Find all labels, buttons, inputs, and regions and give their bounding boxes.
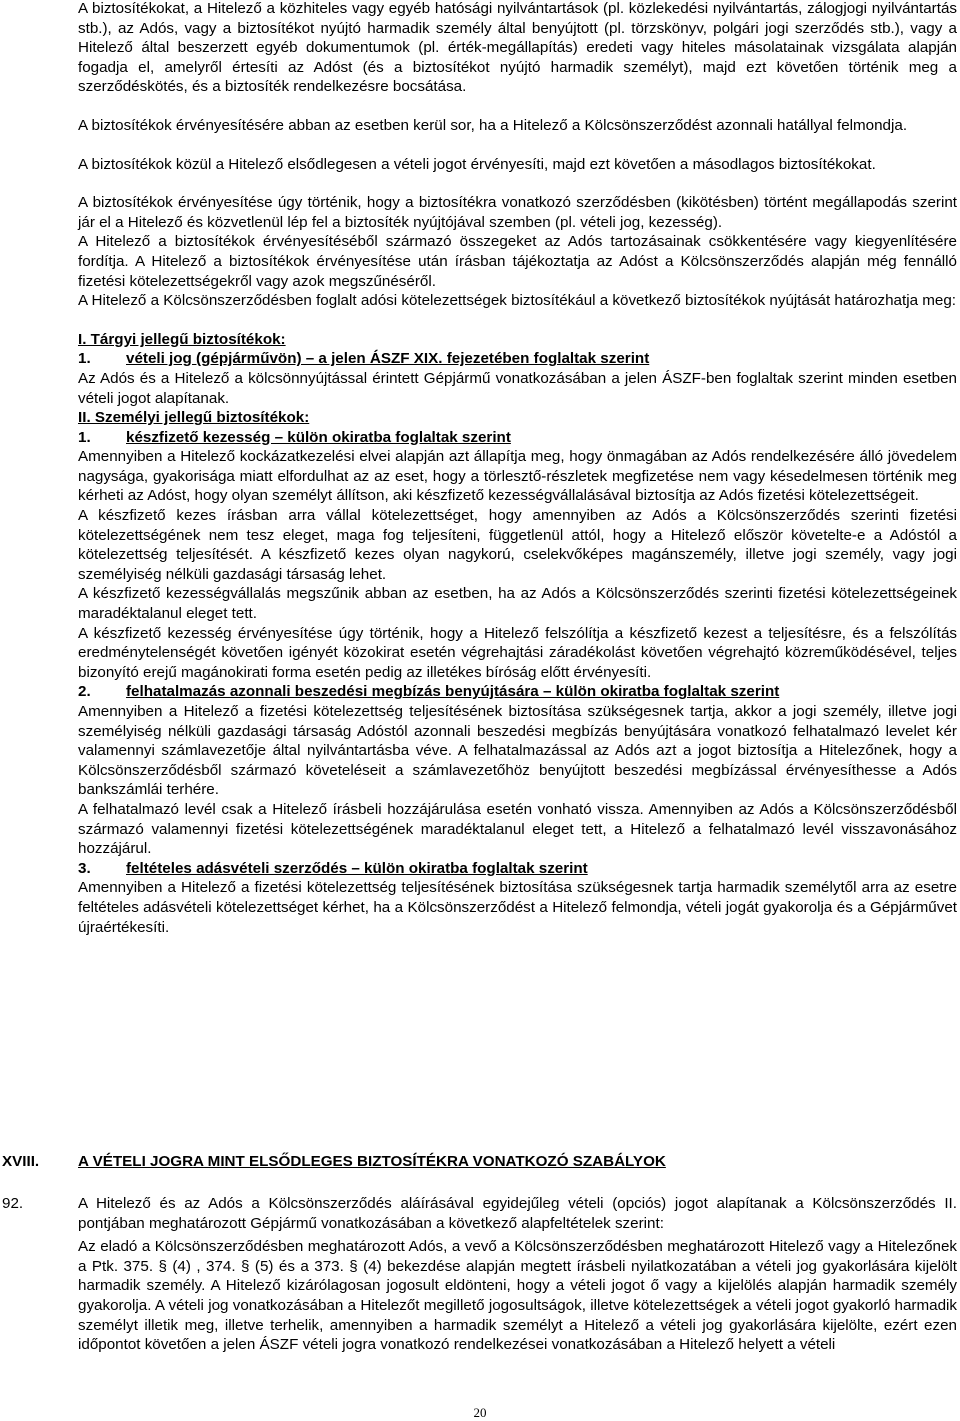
heading-number: 3. bbox=[78, 859, 91, 877]
heading-text: vételi jog (gépjárművön) – a jelen ÁSZF XIX. fejezetében foglaltak szerint bbox=[126, 350, 650, 368]
paragraph-direct-debit-2: A felhatalmazó levél csak a Hitelező írásbeli hozzájárulása esetén vonható vissza. Amennyiben az Adós a Kölcsönszerződésből származó valamennyi fizetési kötelezettségének maradéktalanul eleget tett, a Hitelező a felhatalmazó levél visszavonásához hozzájárul. bbox=[78, 800, 957, 858]
heading-conditional-sale bbox=[78, 859, 957, 879]
paragraph-surety-4: A készfizető kezesség érvényesítése úgy történik, hogy a Hitelező felszólítja a készfizető kezest a teljesítésre, és a felszólítás eredménytelenségét követően igényét közokirat esetén végrehajtási záradékolást követően végrehajtó közreműködésével, teljes bizonyító erejű magánokirati forma esetén pedig az illetékes bíróság előtt érvényesíti. bbox=[78, 624, 957, 681]
paragraph-collateral-acceptance: A biztosítékokat, a Hitelező a közhiteles vagy egyéb hatósági nyilvántartások (pl. közlekedési nyilvántartás, zálogjogi nyilvántartás stb.), az Adós, vagy a biztosítékot nyújtó harmadik személy által benyújtott (pl. törzskönyv, polgári jogi szerződés stb.), vagy a Hitelező által beszerzett egyéb dokumentumok (pl. érték-megállapítás) eredeti vagy hiteles másolatainak vizsgálata alapján fogadja el, amelyről értesíti az Adóst (és a biztosítékot nyújtó harmadik személyt), majd ezt követően történik meg a szerződéskötés, és a biztosíték rendelkezésre bocsátása. bbox=[78, 0, 957, 96]
document-body bbox=[78, 0, 957, 937]
heading-purchase-option bbox=[78, 349, 957, 369]
paragraph-conditional-sale: Amennyiben a Hitelező a fizetési kötelezettség teljesítésének biztosítása szükségesnek tartja harmadik személytől arra az esetre feltételes adásvételi kötelezettséget kérhet, ha a Kölcsönszerződést a Hitelező felmondja, vételi jogát gyakorolja és a Gépjárművet újraértékesíti. bbox=[78, 879, 957, 936]
heading-text: feltételes adásvételi szerződés – külön okiratba foglaltak szerint bbox=[126, 859, 588, 877]
heading-surety bbox=[78, 428, 957, 448]
heading-text: készfizető kezesség – külön okiratba foglaltak szerint bbox=[126, 428, 511, 446]
paragraph-item-92-1: A Hitelező és az Adós a Kölcsönszerződés aláírásával egyidejűleg vételi (opciós) jogot alapítanak a Kölcsönszerződés II. pontjában meghatározott Gépjármű vonatkozásában a következő alapfeltételek szerint: bbox=[78, 1195, 957, 1232]
paragraph-collateral-list-intro: A Hitelező a Kölcsönszerződésben foglalt adósi kötelezettségek biztosítékául a következő biztosítékok nyújtását határozhatja meg: bbox=[78, 292, 957, 310]
paragraph-item-92-2: Az eladó a Kölcsönszerződésben meghatározott Adós, a vevő a Kölcsönszerződésben meghatározott Hitelező vagy a Hitelezőnek a Ptk. 375. § (4) , 374. § (5) és a 373. § (4) bekezdése alapján megtett írásbeli nyilatkozatában a vételi jog gyakorlására kijelölt harmadik személy. A Hitelező kizárólagosan jogosult eldönteni, hogy a vételi jogot ő vagy a kijelölés alapján harmadik személy gyakorolja. A vételi jog vonatkozásában a Hitelezőt megillető jogosultságok, illetve kötelezettségek a vételi jogot gyakorló harmadik személyt illetik meg, illetve terhelik, amennyiben a harmadik személyt a Hitelező a vételi jog gyakorlására kijelölte, ezért ezen időpontot követően a jelen ÁSZF vételi jogra vonatkozó rendelkezései vonatkozásában a Hitelező helyett a vételi bbox=[78, 1238, 957, 1354]
paragraph-purchase-option: Az Adós és a Hitelező a kölcsönnyújtással érintett Gépjármű vonatkozásában a jelen ÁSZF-ben foglaltak szerint minden esetben vételi jogot alapítanak. bbox=[78, 369, 957, 407]
paragraph-collateral-enforcement-method: A biztosítékok érvényesítése úgy történik, hogy a biztosítékra vonatkozó szerződésben (kikötésben) történt megállapodás szerint jár el a Hitelező és közvetlenül lép fel a biztosíték nyújtójával szemben (pl. vételi jog, kezesség). bbox=[78, 194, 957, 231]
paragraph-collateral-proceeds: A Hitelező a biztosítékok érvényesítéséből származó összegeket az Adós tartozásainak csökkentésére vagy kiegyenlítésére fordítja. A Hitelező a biztosítékok érvényesítése után írásban tájékoztatja az Adóst a Kölcsönszerződés alapján még fennálló fizetési kötelezettségekről vagy azok megszűnéséről. bbox=[78, 233, 957, 290]
paragraph-collateral-enforcement-condition: A biztosítékok érvényesítésére abban az esetben kerül sor, ha a Hitelező a Kölcsönszerződést azonnali hatállyal felmondja. bbox=[78, 116, 908, 134]
page-number: 20 bbox=[473, 1405, 487, 1420]
paragraph-surety-1: Amennyiben a Hitelező kockázatkezelési elvei alapján azt állapítja meg, hogy önmagában az Adós rendelkezésére álló jövedelem nagysága, gyakorisága miatt elfordulhat az az eset, hogy a törlesztő-részletek megfizetése nem vagy késedelmesen történik meg kérheti az Adóst, hogy olyan személyt állítson, aki készfizető kezességvállalásával biztosítja az Adós fizetési kötelezettségeit. bbox=[78, 448, 957, 505]
heading-direct-debit-authorization bbox=[78, 682, 957, 702]
item-body bbox=[78, 1194, 957, 1355]
paragraph-collateral-priority: A biztosítékok közül a Hitelező elsődlegesen a vételi jogot érvényesíti, majd ezt követően a másodlagos biztosítékokat. bbox=[78, 155, 876, 173]
heading-personal-collateral: II. Személyi jellegű biztosítékok: bbox=[78, 409, 310, 427]
heading-number: 1. bbox=[78, 428, 91, 446]
heading-material-collateral: I. Tárgyi jellegű biztosítékok: bbox=[78, 330, 286, 348]
item-number: 92. bbox=[2, 1195, 24, 1212]
heading-number: 1. bbox=[78, 350, 91, 368]
paragraph-direct-debit-1: Amennyiben a Hitelező a fizetési kötelezettség teljesítésének biztosítása szükségesnek tartja, akkor a jogi személy, illetve jogi személyiség nélküli gazdasági társaság Adóstól azonnali beszedési megbízás benyújtására vonatkozó felhatalmazó levelet kér valamennyi számlavezetője által nyilvántartásba véve. A felhatalmazással az Adós azt a jogot biztosítja a Hitelezőnek, hogy a Kölcsönszerződésből származó követeléseit a számlavezetőhöz benyújtott beszedési megbízással érvényesíthesse a Adós bankszámlái terhére. bbox=[78, 703, 957, 799]
paragraph-surety-3: A készfizető kezességvállalás megszűnik abban az esetben, ha az Adós a Kölcsönszerződés szerinti fizetési kötelezettségeinek maradéktalanul eleget tett. bbox=[78, 585, 957, 623]
chapter-number: XVIII. bbox=[2, 1153, 40, 1170]
chapter-title: A VÉTELI JOGRA MINT ELSŐDLEGES BIZTOSÍTÉKRA VONATKOZÓ SZABÁLYOK bbox=[78, 1153, 666, 1170]
heading-text: felhatalmazás azonnali beszedési megbízás benyújtására – külön okiratba foglaltak szerint bbox=[126, 683, 780, 701]
paragraph-surety-2: A készfizető kezes írásban arra vállal kötelezettséget, hogy amennyiben az Adós a Kölcsönszerződés szerinti fizetési kötelezettségének nem tesz eleget, maga fog teljesíteni, függetlenül attól, hogy a Hitelező először követelte-e a Adóstól a kötelezettség teljesítését. A készfizető kezes olyan nagykorú, cselekvőképes magánszemély, illetve jogi személy, vagy jogi személyiség nélküli gazdasági társaság lehet. bbox=[78, 507, 957, 583]
heading-number: 2. bbox=[78, 683, 91, 701]
